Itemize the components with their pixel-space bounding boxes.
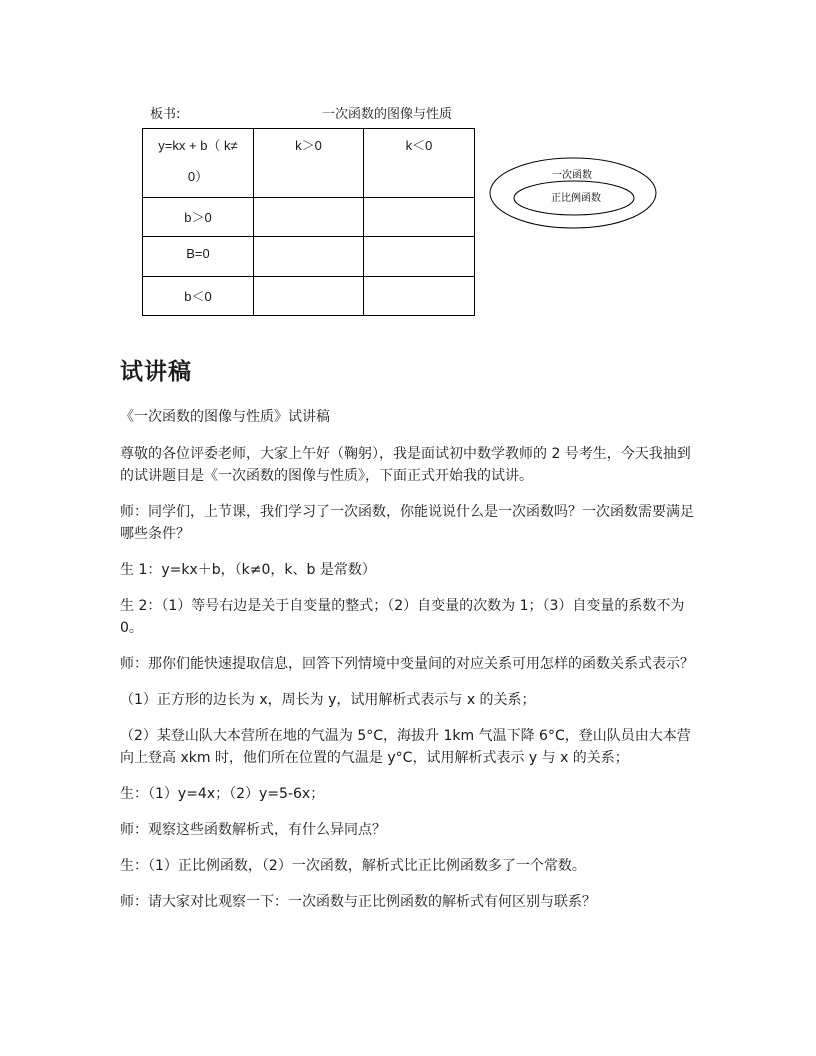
table-row xyxy=(143,198,475,237)
corner-line2: 0） xyxy=(187,169,209,184)
row-header-b-positive xyxy=(143,198,254,237)
paragraph: 师：请大家对比观察一下：一次函数与正比例函数的解析式有何区别与联系？ xyxy=(120,894,596,910)
paragraph: 生 1：y=kx＋b，（k≠0，k、b 是常数） xyxy=(120,562,376,578)
corner-cell xyxy=(143,129,254,198)
paragraph: 师：那你们能快速提取信息，回答下列情境中变量间的对应关系可用怎样的函数关系式表示？ xyxy=(120,656,694,672)
table-header-row xyxy=(143,129,475,198)
corner-line1: y=kx + b（ k≠ xyxy=(158,138,238,153)
col-header-k-positive: k＞0 xyxy=(254,129,364,198)
board-label: 板书: xyxy=(150,107,181,122)
paragraph: （2）某登山队大本营所在地的气温为 5°C，海拔升 1km 气温下降 6°C，登山队员由大本营向上登高 xkm 时，他们所在位置的气温是 y°C，试用解析式表示 y 与 x 的关系； xyxy=(120,728,691,766)
paragraph: 生：（1）y=4x；（2）y=5-6x； xyxy=(120,786,325,802)
venn-inner-label: 正比例函数 xyxy=(551,193,601,204)
table-cell xyxy=(254,277,364,316)
board-title: 一次函数的图像与性质 xyxy=(322,107,453,122)
paragraph: 《一次函数的图像与性质》试讲稿 xyxy=(120,409,330,425)
table-cell xyxy=(254,237,364,277)
row-header-text: b＜0 xyxy=(184,289,212,304)
col-header-k-negative: k＜0 xyxy=(364,129,475,198)
table-cell xyxy=(364,237,475,277)
row-header-b-zero xyxy=(143,237,254,277)
paragraph: 师：观察这些函数解析式，有什么异同点？ xyxy=(120,822,386,838)
paragraph: 生 2：（1）等号右边是关于自变量的整式；（2）自变量的次数为 1；（3）自变量的系数不为 0。 xyxy=(120,598,685,636)
table-row xyxy=(143,277,475,316)
lecture-body xyxy=(120,406,700,927)
paragraph: 生：（1）正比例函数，（2）一次函数，解析式比正比例函数多了一个常数。 xyxy=(120,858,586,874)
venn-outer-label: 一次函数 xyxy=(552,170,592,181)
table-cell xyxy=(364,277,475,316)
table-cell xyxy=(254,198,364,237)
row-header-text: B=0 xyxy=(186,246,210,261)
paragraph: 师：同学们，上节课，我们学习了一次函数，你能说说什么是一次函数吗？一次函数需要满足哪些条件？ xyxy=(120,504,694,542)
paragraph: 尊敬的各位评委老师，大家上午好（鞠躬），我是面试初中数学教师的 2 号考生，今天我抽到的试讲题目是《一次函数的图像与性质》，下面正式开始我的试讲。 xyxy=(120,446,691,484)
venn-diagram xyxy=(488,156,658,230)
row-header-b-negative xyxy=(143,277,254,316)
section-title: 试讲稿 xyxy=(120,359,192,385)
row-header-text: b＞0 xyxy=(184,210,212,225)
table-row xyxy=(143,237,475,277)
paragraph: （1）正方形的边长为 x，周长为 y，试用解析式表示与 x 的关系； xyxy=(120,692,536,708)
board-table xyxy=(142,128,475,316)
table-cell xyxy=(364,198,475,237)
